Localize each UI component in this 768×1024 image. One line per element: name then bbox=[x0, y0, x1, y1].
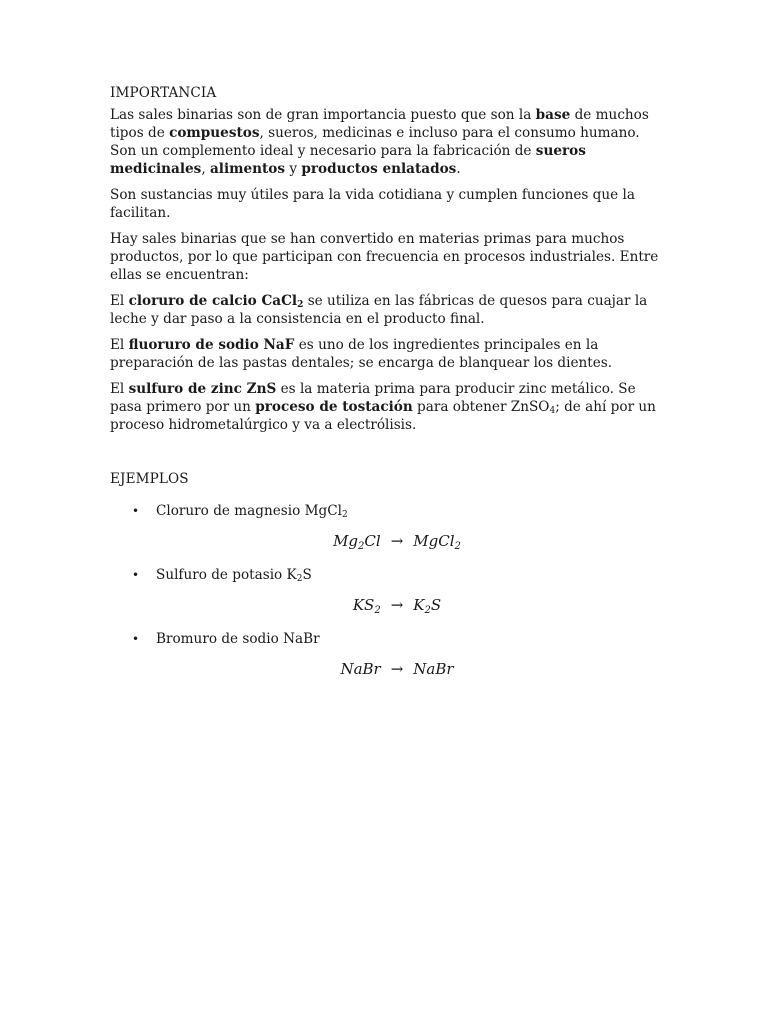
paragraph-sulfuro-zinc bbox=[110, 380, 670, 434]
text-run: se utiliza en las fábricas de quesos para cuajar la leche y dar paso a la consistencia en el producto final. bbox=[110, 293, 648, 327]
bold-term: proceso de tostación bbox=[255, 399, 413, 415]
bold-term: sulfuro de zinc ZnS bbox=[128, 381, 277, 397]
text-run: Las sales binarias son de gran importancia puesto que son la bbox=[110, 107, 536, 123]
chemical-equation bbox=[110, 530, 670, 552]
chemical-equation bbox=[110, 594, 670, 616]
subscript: 2 bbox=[358, 541, 365, 552]
subscript: 2 bbox=[454, 541, 461, 552]
text-run: y bbox=[285, 161, 302, 177]
equation-term: S bbox=[430, 596, 442, 614]
bullet-icon: • bbox=[132, 504, 140, 518]
equation-term: NaBr bbox=[340, 660, 381, 678]
equation-term: Cl bbox=[364, 532, 381, 550]
paragraph-utilidad: Son sustancias muy útiles para la vida cotidiana y cumplen funciones que la facilitan. bbox=[110, 187, 635, 221]
list-item bbox=[110, 502, 670, 520]
example-label: Bromuro de sodio NaBr bbox=[156, 631, 320, 647]
paragraph-importancia-intro bbox=[110, 106, 670, 178]
paragraph-materias-primas: Hay sales binarias que se han convertido en materias primas para muchos productos, por lo que participan con frecuencia en procesos industriales. Entre ellas se encuentran: bbox=[110, 231, 659, 283]
equation-term: Mg bbox=[333, 532, 359, 550]
arrow-icon: → bbox=[390, 596, 404, 614]
subscript: 2 bbox=[341, 510, 348, 520]
text-run: . bbox=[456, 161, 461, 177]
list-item bbox=[110, 630, 670, 648]
example-label: Sulfuro de potasio K bbox=[156, 567, 297, 583]
paragraph-fluoruro-sodio bbox=[110, 336, 670, 372]
bold-term: sueros medicinales bbox=[110, 143, 586, 177]
bold-term: alimentos bbox=[209, 161, 286, 177]
text-run: El bbox=[110, 293, 129, 309]
text-run: El bbox=[110, 337, 129, 353]
bullet-icon: • bbox=[132, 632, 140, 646]
arrow-icon: → bbox=[390, 660, 404, 678]
text-run: El bbox=[110, 381, 129, 397]
examples-list bbox=[110, 566, 670, 584]
document-body bbox=[110, 84, 670, 680]
example-label: Cloruro de magnesio MgCl bbox=[156, 503, 342, 519]
subscript: 2 bbox=[297, 300, 304, 310]
bold-term: productos enlatados bbox=[301, 161, 457, 177]
arrow-icon: → bbox=[390, 532, 404, 550]
subscript: 2 bbox=[374, 605, 381, 616]
equation-term: KS bbox=[352, 596, 375, 614]
equation-term: K bbox=[413, 596, 425, 614]
text-run: para obtener ZnSO bbox=[412, 399, 550, 415]
text-run: es la materia prima para producir zinc metálico. Se pasa primero por un bbox=[110, 381, 636, 415]
example-label: S bbox=[302, 567, 312, 583]
equation-term: MgCl bbox=[413, 532, 455, 550]
bold-term: base bbox=[535, 107, 571, 123]
text-run: , bbox=[201, 161, 210, 177]
examples-list bbox=[110, 630, 670, 648]
list-item bbox=[110, 566, 670, 584]
text-run: ; de ahí por un proceso hidrometalúrgico y va a electrólisis. bbox=[110, 399, 656, 433]
section-heading-ejemplos: EJEMPLOS bbox=[110, 471, 189, 487]
text-run: , sueros, medicinas e incluso para el consumo humano. Son un complemento ideal y necesario para la fabricación de bbox=[110, 125, 640, 159]
bullet-icon: • bbox=[132, 568, 140, 582]
subscript: 2 bbox=[296, 574, 303, 584]
subscript: 2 bbox=[424, 605, 431, 616]
chemical-equation bbox=[110, 658, 670, 680]
paragraph-cloruro-calcio bbox=[110, 292, 670, 328]
text-run: de muchos tipos de bbox=[110, 107, 649, 141]
subscript: 4 bbox=[549, 406, 556, 416]
bold-term: fluoruro de sodio NaF bbox=[128, 337, 295, 353]
section-heading-importancia: IMPORTANCIA bbox=[110, 85, 217, 101]
text-run: es uno de los ingredientes principales en la preparación de las pastas dentales; se encarga de blanquear los dientes. bbox=[110, 337, 613, 371]
section-spacer bbox=[110, 442, 670, 470]
equation-term: NaBr bbox=[413, 660, 454, 678]
bold-term: compuestos bbox=[169, 125, 260, 141]
text-run: cloruro de calcio CaCl bbox=[128, 293, 298, 309]
examples-list bbox=[110, 502, 670, 520]
bold-term bbox=[129, 293, 304, 309]
